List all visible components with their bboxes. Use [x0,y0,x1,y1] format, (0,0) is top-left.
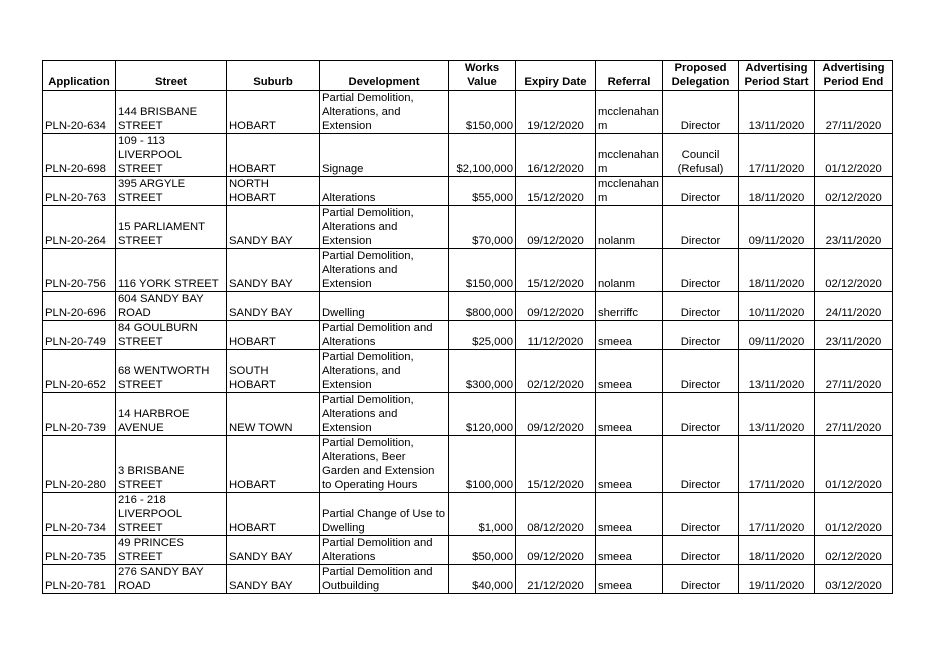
cell-expiry-date: 15/12/2020 [516,436,596,493]
header-proposed-delegation: Proposed Delegation [663,61,739,91]
header-expiry-date: Expiry Date [516,61,596,91]
header-referral: Referral [596,61,663,91]
cell-expiry-date: 09/12/2020 [516,292,596,321]
cell-suburb: NEW TOWN [227,393,320,436]
table-row [43,321,893,350]
cell-advertising-period-start: 13/11/2020 [739,393,815,436]
cell-suburb: SANDY BAY [227,536,320,565]
cell-referral: smeea [596,536,663,565]
cell-referral: mcclenahan m [596,177,663,206]
cell-works-value: $55,000 [449,177,516,206]
cell-expiry-date: 08/12/2020 [516,493,596,536]
cell-referral: nolanm [596,206,663,249]
header-row [43,61,893,91]
cell-application: PLN-20-739 [43,393,116,436]
cell-development: Partial Demolition, Alterations and Extension [320,249,449,292]
cell-proposed-delegation: Director [663,249,739,292]
cell-development: Partial Demolition, Alterations, and Extension [320,91,449,134]
cell-expiry-date: 19/12/2020 [516,91,596,134]
cell-proposed-delegation: Director [663,536,739,565]
cell-suburb: SOUTH HOBART [227,350,320,393]
header-application: Application [43,61,116,91]
cell-application: PLN-20-652 [43,350,116,393]
cell-street: 395 ARGYLE STREET [116,177,227,206]
cell-referral: mcclenahan m [596,91,663,134]
cell-proposed-delegation: Director [663,91,739,134]
cell-street: 276 SANDY BAY ROAD [116,565,227,594]
cell-works-value: $1,000 [449,493,516,536]
cell-proposed-delegation: Director [663,565,739,594]
cell-referral: nolanm [596,249,663,292]
cell-suburb: SANDY BAY [227,249,320,292]
cell-application: PLN-20-698 [43,134,116,177]
cell-proposed-delegation: Director [663,350,739,393]
cell-suburb: SANDY BAY [227,565,320,594]
cell-works-value: $100,000 [449,436,516,493]
cell-application: PLN-20-696 [43,292,116,321]
cell-development: Partial Demolition, Alterations, and Extension [320,350,449,393]
cell-advertising-period-end: 02/12/2020 [815,536,893,565]
cell-application: PLN-20-781 [43,565,116,594]
cell-advertising-period-end: 03/12/2020 [815,565,893,594]
cell-advertising-period-start: 19/11/2020 [739,565,815,594]
cell-suburb: SANDY BAY [227,292,320,321]
cell-expiry-date: 09/12/2020 [516,536,596,565]
cell-advertising-period-start: 17/11/2020 [739,134,815,177]
cell-advertising-period-start: 09/11/2020 [739,206,815,249]
header-development: Development [320,61,449,91]
table-row [43,177,893,206]
cell-street: 15 PARLIAMENT STREET [116,206,227,249]
table-row [43,436,893,493]
table-row [43,91,893,134]
cell-proposed-delegation: Director [663,177,739,206]
cell-proposed-delegation: Director [663,292,739,321]
cell-advertising-period-end: 02/12/2020 [815,249,893,292]
table-row [43,134,893,177]
cell-suburb: HOBART [227,321,320,350]
table-row [43,393,893,436]
cell-advertising-period-start: 18/11/2020 [739,177,815,206]
cell-expiry-date: 11/12/2020 [516,321,596,350]
cell-expiry-date: 21/12/2020 [516,565,596,594]
header-advertising-period-start: Advertising Period Start [739,61,815,91]
header-suburb: Suburb [227,61,320,91]
applications-table [42,60,893,594]
cell-expiry-date: 15/12/2020 [516,249,596,292]
cell-proposed-delegation: Council (Refusal) [663,134,739,177]
cell-referral: smeea [596,393,663,436]
applications-document [42,60,892,594]
cell-suburb: HOBART [227,436,320,493]
cell-advertising-period-start: 13/11/2020 [739,350,815,393]
cell-development: Partial Demolition and Alterations [320,536,449,565]
cell-proposed-delegation: Director [663,321,739,350]
cell-street: 144 BRISBANE STREET [116,91,227,134]
cell-suburb: SANDY BAY [227,206,320,249]
table-row [43,206,893,249]
cell-street: 109 - 113 LIVERPOOL STREET [116,134,227,177]
cell-advertising-period-end: 01/12/2020 [815,134,893,177]
cell-street: 68 WENTWORTH STREET [116,350,227,393]
cell-application: PLN-20-264 [43,206,116,249]
cell-works-value: $150,000 [449,249,516,292]
cell-advertising-period-end: 01/12/2020 [815,493,893,536]
cell-proposed-delegation: Director [663,206,739,249]
cell-advertising-period-end: 02/12/2020 [815,177,893,206]
cell-works-value: $25,000 [449,321,516,350]
cell-street: 49 PRINCES STREET [116,536,227,565]
cell-development: Dwelling [320,292,449,321]
cell-development: Alterations [320,177,449,206]
cell-proposed-delegation: Director [663,436,739,493]
cell-advertising-period-end: 23/11/2020 [815,321,893,350]
cell-street: 14 HARBROE AVENUE [116,393,227,436]
cell-development: Signage [320,134,449,177]
table-row [43,249,893,292]
cell-advertising-period-end: 27/11/2020 [815,350,893,393]
cell-development: Partial Demolition, Alterations and Extension [320,206,449,249]
cell-referral: mcclenahan m [596,134,663,177]
cell-suburb: HOBART [227,493,320,536]
cell-application: PLN-20-749 [43,321,116,350]
cell-development: Partial Change of Use to Dwelling [320,493,449,536]
cell-works-value: $50,000 [449,536,516,565]
cell-street: 604 SANDY BAY ROAD [116,292,227,321]
cell-development: Partial Demolition and Outbuilding [320,565,449,594]
cell-works-value: $2,100,000 [449,134,516,177]
cell-advertising-period-end: 27/11/2020 [815,393,893,436]
table-row [43,292,893,321]
cell-proposed-delegation: Director [663,493,739,536]
cell-advertising-period-end: 23/11/2020 [815,206,893,249]
cell-expiry-date: 09/12/2020 [516,206,596,249]
cell-advertising-period-start: 18/11/2020 [739,536,815,565]
cell-advertising-period-start: 09/11/2020 [739,321,815,350]
cell-referral: smeea [596,493,663,536]
cell-application: PLN-20-634 [43,91,116,134]
cell-street: 216 - 218 LIVERPOOL STREET [116,493,227,536]
cell-works-value: $120,000 [449,393,516,436]
cell-suburb: HOBART [227,91,320,134]
cell-advertising-period-start: 13/11/2020 [739,91,815,134]
cell-advertising-period-end: 24/11/2020 [815,292,893,321]
cell-expiry-date: 15/12/2020 [516,177,596,206]
cell-street: 116 YORK STREET [116,249,227,292]
cell-development: Partial Demolition, Alterations, Beer Garden and Extension to Operating Hours [320,436,449,493]
cell-advertising-period-end: 27/11/2020 [815,91,893,134]
cell-works-value: $150,000 [449,91,516,134]
cell-application: PLN-20-734 [43,493,116,536]
header-works-value: Works Value [449,61,516,91]
cell-expiry-date: 09/12/2020 [516,393,596,436]
cell-street: 3 BRISBANE STREET [116,436,227,493]
cell-development: Partial Demolition and Alterations [320,321,449,350]
cell-suburb: HOBART [227,134,320,177]
cell-referral: sherriffc [596,292,663,321]
cell-works-value: $300,000 [449,350,516,393]
cell-application: PLN-20-756 [43,249,116,292]
cell-advertising-period-start: 18/11/2020 [739,249,815,292]
cell-street: 84 GOULBURN STREET [116,321,227,350]
cell-referral: smeea [596,321,663,350]
header-street: Street [116,61,227,91]
cell-referral: smeea [596,350,663,393]
cell-advertising-period-end: 01/12/2020 [815,436,893,493]
cell-application: PLN-20-763 [43,177,116,206]
cell-development: Partial Demolition, Alterations and Extension [320,393,449,436]
cell-proposed-delegation: Director [663,393,739,436]
cell-referral: smeea [596,565,663,594]
cell-suburb: NORTH HOBART [227,177,320,206]
cell-application: PLN-20-280 [43,436,116,493]
cell-advertising-period-start: 10/11/2020 [739,292,815,321]
header-advertising-period-end: Advertising Period End [815,61,893,91]
table-row [43,536,893,565]
table-row [43,493,893,536]
cell-works-value: $40,000 [449,565,516,594]
cell-expiry-date: 16/12/2020 [516,134,596,177]
table-row [43,565,893,594]
cell-advertising-period-start: 17/11/2020 [739,493,815,536]
cell-works-value: $800,000 [449,292,516,321]
cell-referral: smeea [596,436,663,493]
cell-works-value: $70,000 [449,206,516,249]
cell-application: PLN-20-735 [43,536,116,565]
table-row [43,350,893,393]
cell-expiry-date: 02/12/2020 [516,350,596,393]
cell-advertising-period-start: 17/11/2020 [739,436,815,493]
